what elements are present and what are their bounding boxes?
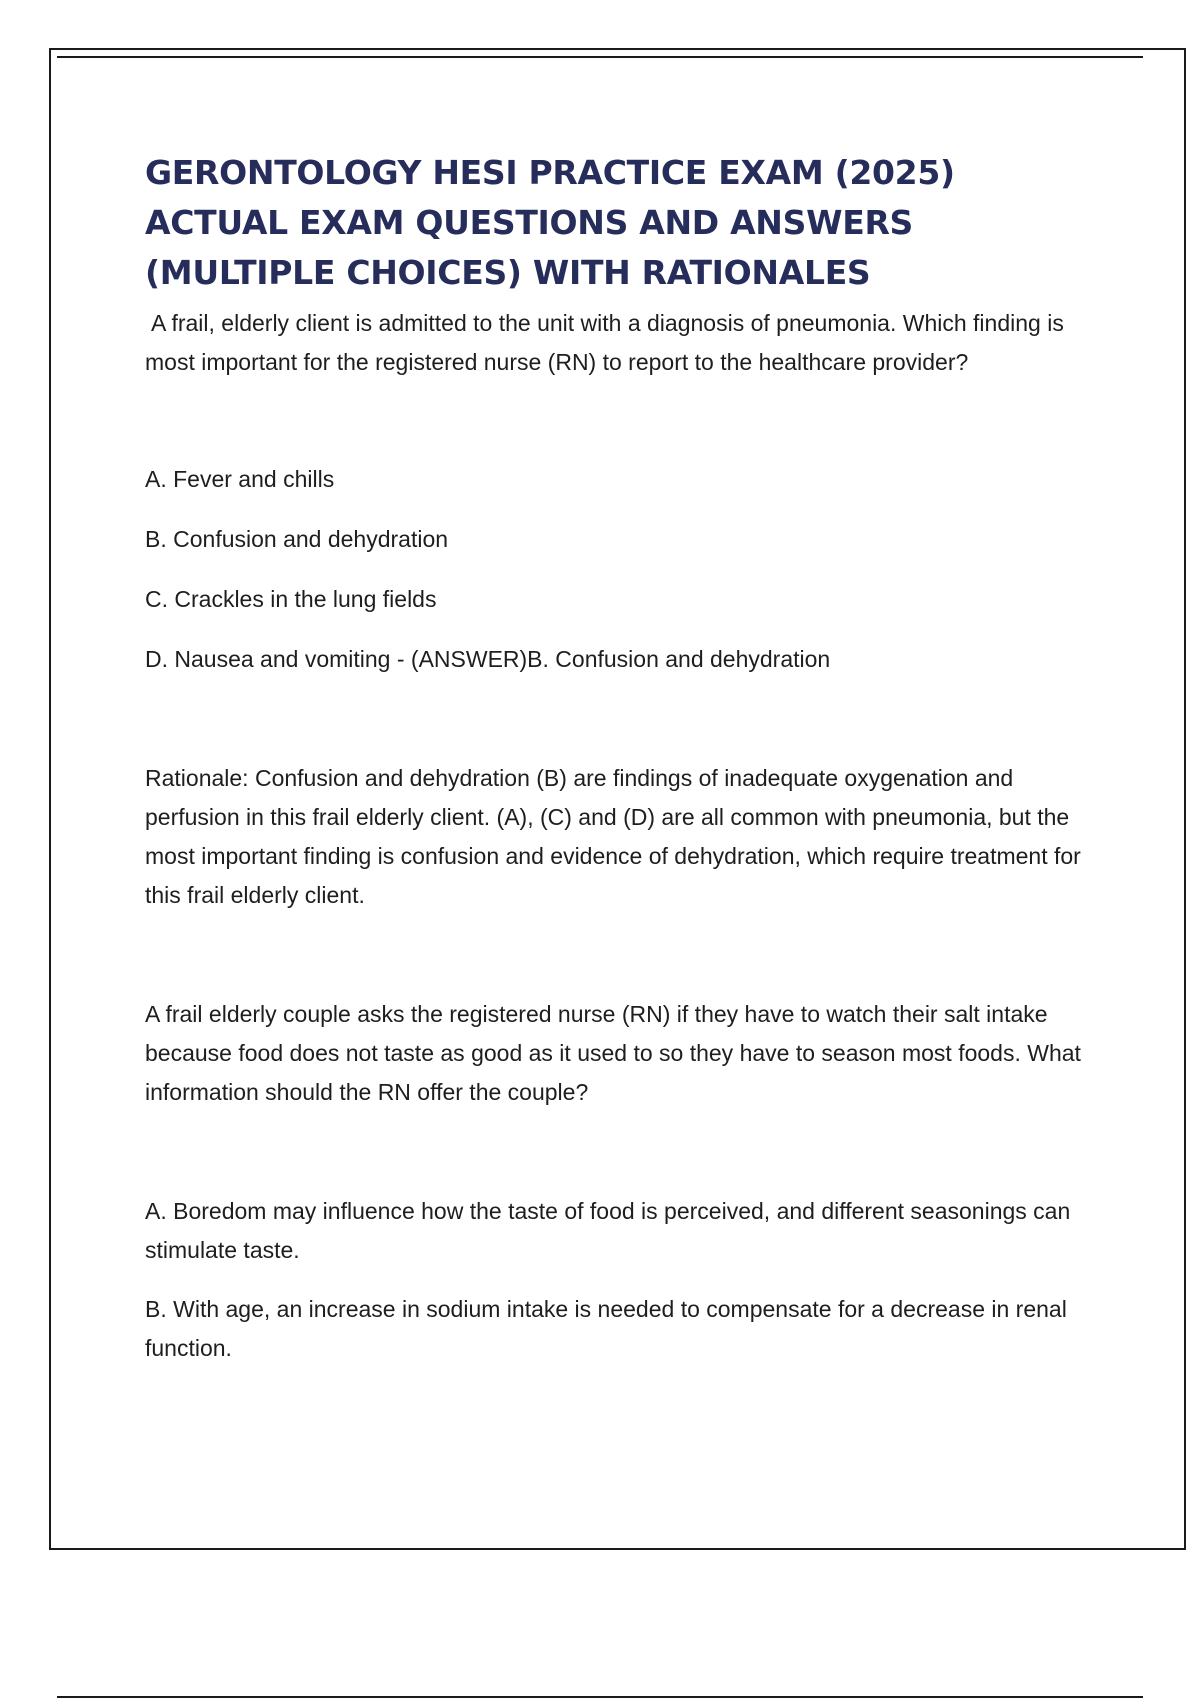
question-1-stem: A frail, elderly client is admitted to the unit with a diagnosis of pneumonia. Which finding is most important for the registered nurse (RN) to report to the healthcare provider? (145, 310, 1064, 375)
document-title: GERONTOLOGY HESI PRACTICE EXAM (2025) ACTUAL EXAM QUESTIONS AND ANSWERS (MULTIPLE CHOICES) WITH RATIONALES (145, 153, 955, 292)
question-2-stem: A frail elderly couple asks the registered nurse (RN) if they have to watch their salt intake because food does not taste as good as it used to so they have to season most foods. What information should the RN offer the couple? (145, 1001, 1081, 1105)
top-divider (57, 56, 1143, 58)
question-1-option-c: C. Crackles in the lung fields (145, 586, 437, 612)
question-1-option-a: A. Fever and chills (145, 466, 335, 492)
question-2-option-b: B. With age, an increase in sodium intake is needed to compensate for a decrease in renal function. (145, 1296, 1067, 1361)
bottom-divider (57, 1696, 1143, 1698)
document-body (145, 148, 1105, 1368)
question-1-option-d-answer: D. Nausea and vomiting - (ANSWER)B. Confusion and dehydration (145, 646, 831, 672)
question-2-option-a: A. Boredom may influence how the taste of food is perceived, and different seasonings can stimulate taste. (145, 1198, 1071, 1263)
question-1-rationale: Rationale: Confusion and dehydration (B) are findings of inadequate oxygenation and perfusion in this frail elderly client. (A), (C) and (D) are all common with pneumonia, but the most important finding is confusion and evidence of dehydration, which require treatment for this frail elderly client. (145, 765, 1081, 908)
question-1-option-b: B. Confusion and dehydration (145, 526, 449, 552)
